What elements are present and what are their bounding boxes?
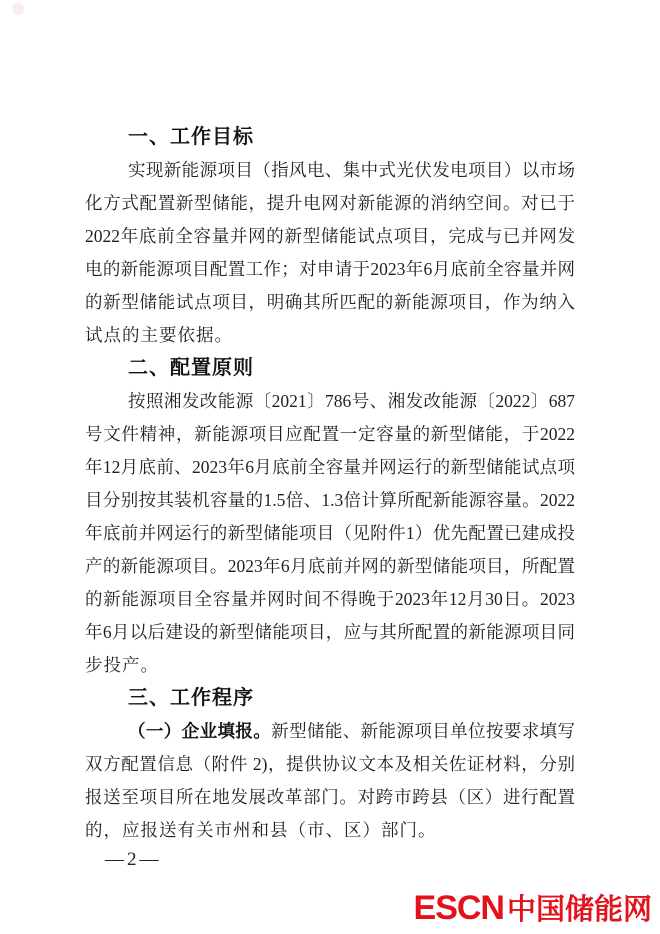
- paragraph-line: 双方配置信息（附件 2)，提供协议文本及相关佐证材料，分别: [85, 754, 575, 774]
- paragraph-line: 步投产。: [85, 655, 159, 675]
- paragraph-line: 的，应报送有关市州和县（市、区）部门。: [85, 820, 437, 840]
- paragraph-line: 年底前并网运行的新型储能项目（见附件1）优先配置已建成投: [85, 523, 575, 543]
- paragraph-lead-bold: （一）企业填报。: [128, 721, 272, 741]
- scan-artifact: [12, 3, 24, 15]
- document-body: [85, 121, 575, 847]
- paragraph-line-with-lead: [85, 715, 575, 748]
- paragraph-line: 年12月底前、2023年6月底前全容量并网运行的新型储能试点项: [85, 457, 575, 477]
- section-heading-work-procedure: 三、工作程序: [128, 687, 254, 709]
- paragraph-line: 的新型储能试点项目，明确其所匹配的新能源项目，作为纳入: [85, 292, 575, 312]
- paragraph-line: 电的新能源项目配置工作；对申请于2023年6月底前全容量并网: [85, 259, 575, 279]
- paragraph-line: 化方式配置新型储能，提升电网对新能源的消纳空间。对已于: [85, 193, 575, 213]
- paragraph-line: 年6月以后建设的新型储能项目，应与其所配置的新能源项目同: [85, 622, 575, 642]
- paragraph-lead-rest: 新型储能、新能源项目单位按要求填写: [271, 721, 575, 741]
- paragraph-line: 的新能源项目全容量并网时间不得晚于2023年12月30日。2023: [85, 589, 575, 609]
- paragraph-line: 目分别按其装机容量的1.5倍、1.3倍计算所配新能源容量。2022: [85, 490, 575, 510]
- page-number: —2—: [105, 849, 162, 870]
- escn-logo-latin: ESCN: [413, 889, 504, 927]
- paragraph-line: 产的新能源项目。2023年6月底前并网的新型储能项目，所配置: [85, 556, 575, 576]
- escn-logo-chinese: 中国储能网: [506, 894, 652, 926]
- escn-logo: [414, 891, 652, 925]
- paragraph-line: 报送至项目所在地发展改革部门。对跨市跨县（区）进行配置: [85, 787, 575, 807]
- section-heading-config-principles: 二、配置原则: [128, 357, 254, 379]
- paragraph-line: 按照湘发改能源〔2021〕786号、湘发改能源〔2022〕687: [128, 391, 575, 411]
- paragraph-line: 实现新能源项目（指风电、集中式光伏发电项目）以市场: [128, 160, 575, 180]
- paragraph-line: 2022年底前全容量并网的新型储能试点项目，完成与已并网发: [85, 226, 575, 246]
- paragraph-line: 号文件精神，新能源项目应配置一定容量的新型储能，于2022: [85, 424, 575, 444]
- paragraph-line: 试点的主要依据。: [85, 325, 233, 345]
- section-heading-work-goals: 一、工作目标: [128, 126, 254, 148]
